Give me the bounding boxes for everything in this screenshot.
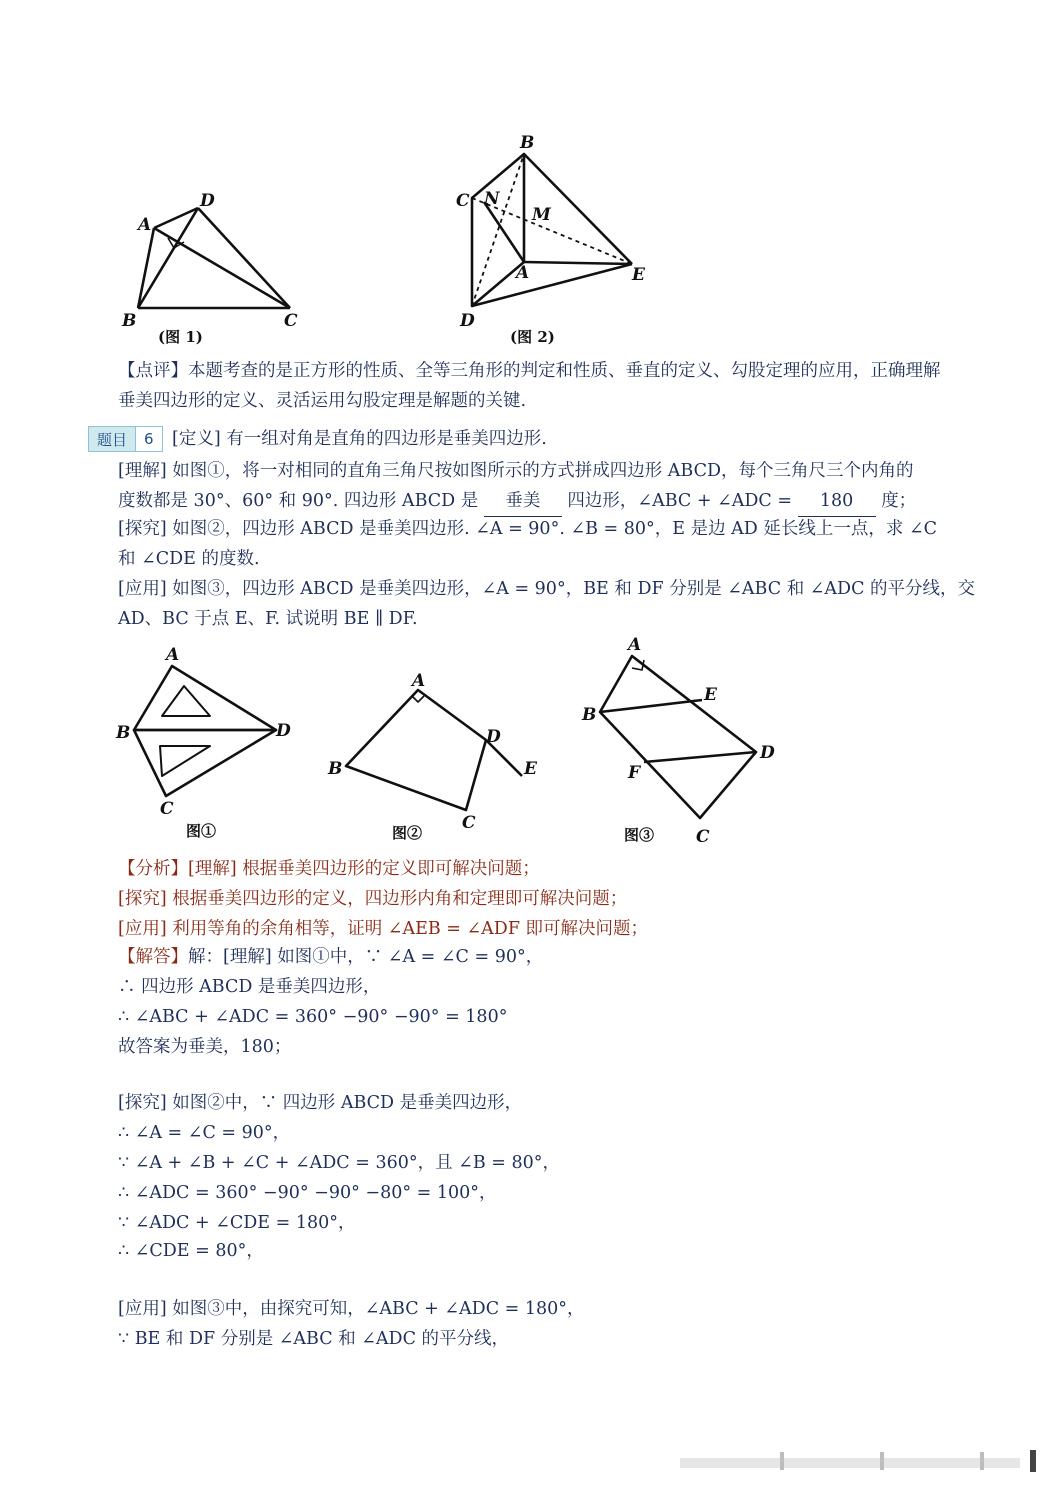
fig1-label-b: B <box>122 311 137 331</box>
question-number: 6 <box>136 426 163 452</box>
figA-triangle-top <box>134 666 276 730</box>
question-understand-1: [理解] 如图①，将一对相同的直角三角尺按如图所示的方式拼成四边形 ABCD，每个三角尺三个内角的 <box>118 461 914 481</box>
answer-line-4: 故答案为垂美，180； <box>118 1037 292 1057</box>
fig2-label-b: B <box>520 133 535 153</box>
question-definition: [定义] 有一组对角是直角的四边形是垂美四边形. <box>172 429 547 449</box>
figC-caption: 图③ <box>624 826 655 844</box>
figC-label-d: D <box>760 743 775 763</box>
figB-label-b: B <box>328 759 343 779</box>
figC-label-e: E <box>704 685 717 705</box>
fig2-label-c: C <box>456 191 470 211</box>
fig2-label-a: A <box>516 263 530 283</box>
answer-line-3: ∴ ∠ABC + ∠ADC = 360° −90° −90° = 180° <box>118 1007 508 1027</box>
analysis-line-1: 【分析】[理解] 根据垂美四边形的定义即可解决问题； <box>118 859 540 879</box>
answer-line-12: ∵ BE 和 DF 分别是 ∠ABC 和 ∠ADC 的平分线， <box>118 1329 510 1349</box>
fig2-caption: (图 2) <box>510 328 555 346</box>
figC-bisector-be <box>600 700 702 712</box>
question-explore-1: [探究] 如图②，四边形 ABCD 是垂美四边形. ∠A = 90°. ∠B = 80°，E 是边 AD 延长线上一点，求 ∠C <box>118 519 938 539</box>
figC-label-f: F <box>628 763 641 783</box>
figA-label-a: A <box>166 645 180 665</box>
figC-quadrilateral <box>600 656 756 818</box>
figA-inner-top <box>162 686 210 716</box>
understand-2-pre: 度数都是 30°、60° 和 90°. 四边形 ABCD 是 <box>118 491 479 511</box>
figA-label-b: B <box>116 723 131 743</box>
figA-inner-bottom <box>160 746 210 776</box>
fig1-label-c: C <box>284 311 298 331</box>
figB-label-d: D <box>486 727 501 747</box>
answer-line-7: ∵ ∠A + ∠B + ∠C + ∠ADC = 360°，且 ∠B = 80°， <box>118 1153 560 1173</box>
understand-2-post: 度； <box>881 491 917 511</box>
figB-right-angle <box>412 696 424 702</box>
answer-tag: 【解答】 <box>118 947 188 967</box>
analysis-line-2: [探究] 根据垂美四边形的定义，四边形内角和定理即可解决问题； <box>118 889 628 909</box>
figure-circle-3 <box>581 635 775 847</box>
figB-label-a: A <box>412 671 426 691</box>
answer-line-10: ∴ ∠CDE = 80°， <box>118 1241 264 1261</box>
answer-line-1 <box>118 942 543 972</box>
figA-caption: 图① <box>186 822 217 840</box>
answer-line-6: ∴ ∠A = ∠C = 90°， <box>118 1123 291 1143</box>
answer-blank-2: 180 <box>798 486 876 517</box>
question-tag-label: 题目 <box>88 426 136 452</box>
figure-circle-2 <box>327 671 538 842</box>
answer-line-9: ∵ ∠ADC + ∠CDE = 180°， <box>118 1213 356 1233</box>
question-apply-1: [应用] 如图③，四边形 ABCD 是垂美四边形，∠A = 90°，BE 和 DF 分别是 ∠ABC 和 ∠ADC 的平分线，交 <box>118 579 976 599</box>
comment-line-1: 【点评】本题考查的是正方形的性质、全等三角形的判定和性质、垂直的定义、勾股定理的应用，正确理解 <box>118 361 941 381</box>
fig2-label-d: D <box>460 311 475 331</box>
figC-label-a: A <box>628 635 642 655</box>
figC-bisector-df <box>644 752 756 762</box>
analysis-line-3: [应用] 利用等角的余角相等，证明 ∠AEB = ∠ADF 即可解决问题； <box>118 919 649 939</box>
figC-label-c: C <box>696 827 710 847</box>
answer-line-5: [探究] 如图②中，∵ 四边形 ABCD 是垂美四边形， <box>118 1093 523 1113</box>
fig1-caption: (图 1) <box>158 328 203 346</box>
figB-caption: 图② <box>392 824 423 842</box>
fig1-label-a: A <box>138 215 152 235</box>
figC-label-b: B <box>582 705 597 725</box>
figure-circle-1 <box>115 645 291 840</box>
answer-line-1-text: 解：[理解] 如图①中，∵ ∠A = ∠C = 90°， <box>188 947 544 967</box>
figA-label-d: D <box>276 721 291 741</box>
answer-line-8: ∴ ∠ADC = 360° −90° −90° −80° = 100°， <box>118 1183 497 1203</box>
figB-quadrilateral <box>346 690 486 810</box>
footer-decoration <box>680 1448 1050 1474</box>
question-apply-2: AD、BC 于点 E、F. 试说明 BE ∥ DF. <box>118 609 418 629</box>
fig1-label-d: D <box>200 191 215 211</box>
fig2-label-m: M <box>532 205 551 225</box>
figA-label-c: C <box>160 799 174 819</box>
fig2-label-e: E <box>632 265 645 285</box>
figA-triangle-bottom <box>134 730 276 796</box>
answer-line-2: ∴ 四边形 ABCD 是垂美四边形， <box>118 977 381 997</box>
fig2-label-n: N <box>484 189 500 209</box>
figB-label-e: E <box>524 759 537 779</box>
figB-label-c: C <box>462 813 476 833</box>
answer-blank-1: 垂美 <box>484 486 562 517</box>
understand-2-mid: 四边形，∠ABC + ∠ADC = <box>567 491 793 511</box>
question-explore-2: 和 ∠CDE 的度数. <box>118 549 260 569</box>
comment-line-2: 垂美四边形的定义、灵活运用勾股定理是解题的关键. <box>118 391 527 411</box>
answer-line-11: [应用] 如图③中，由探究可知，∠ABC + ∠ADC = 180°， <box>118 1299 585 1319</box>
